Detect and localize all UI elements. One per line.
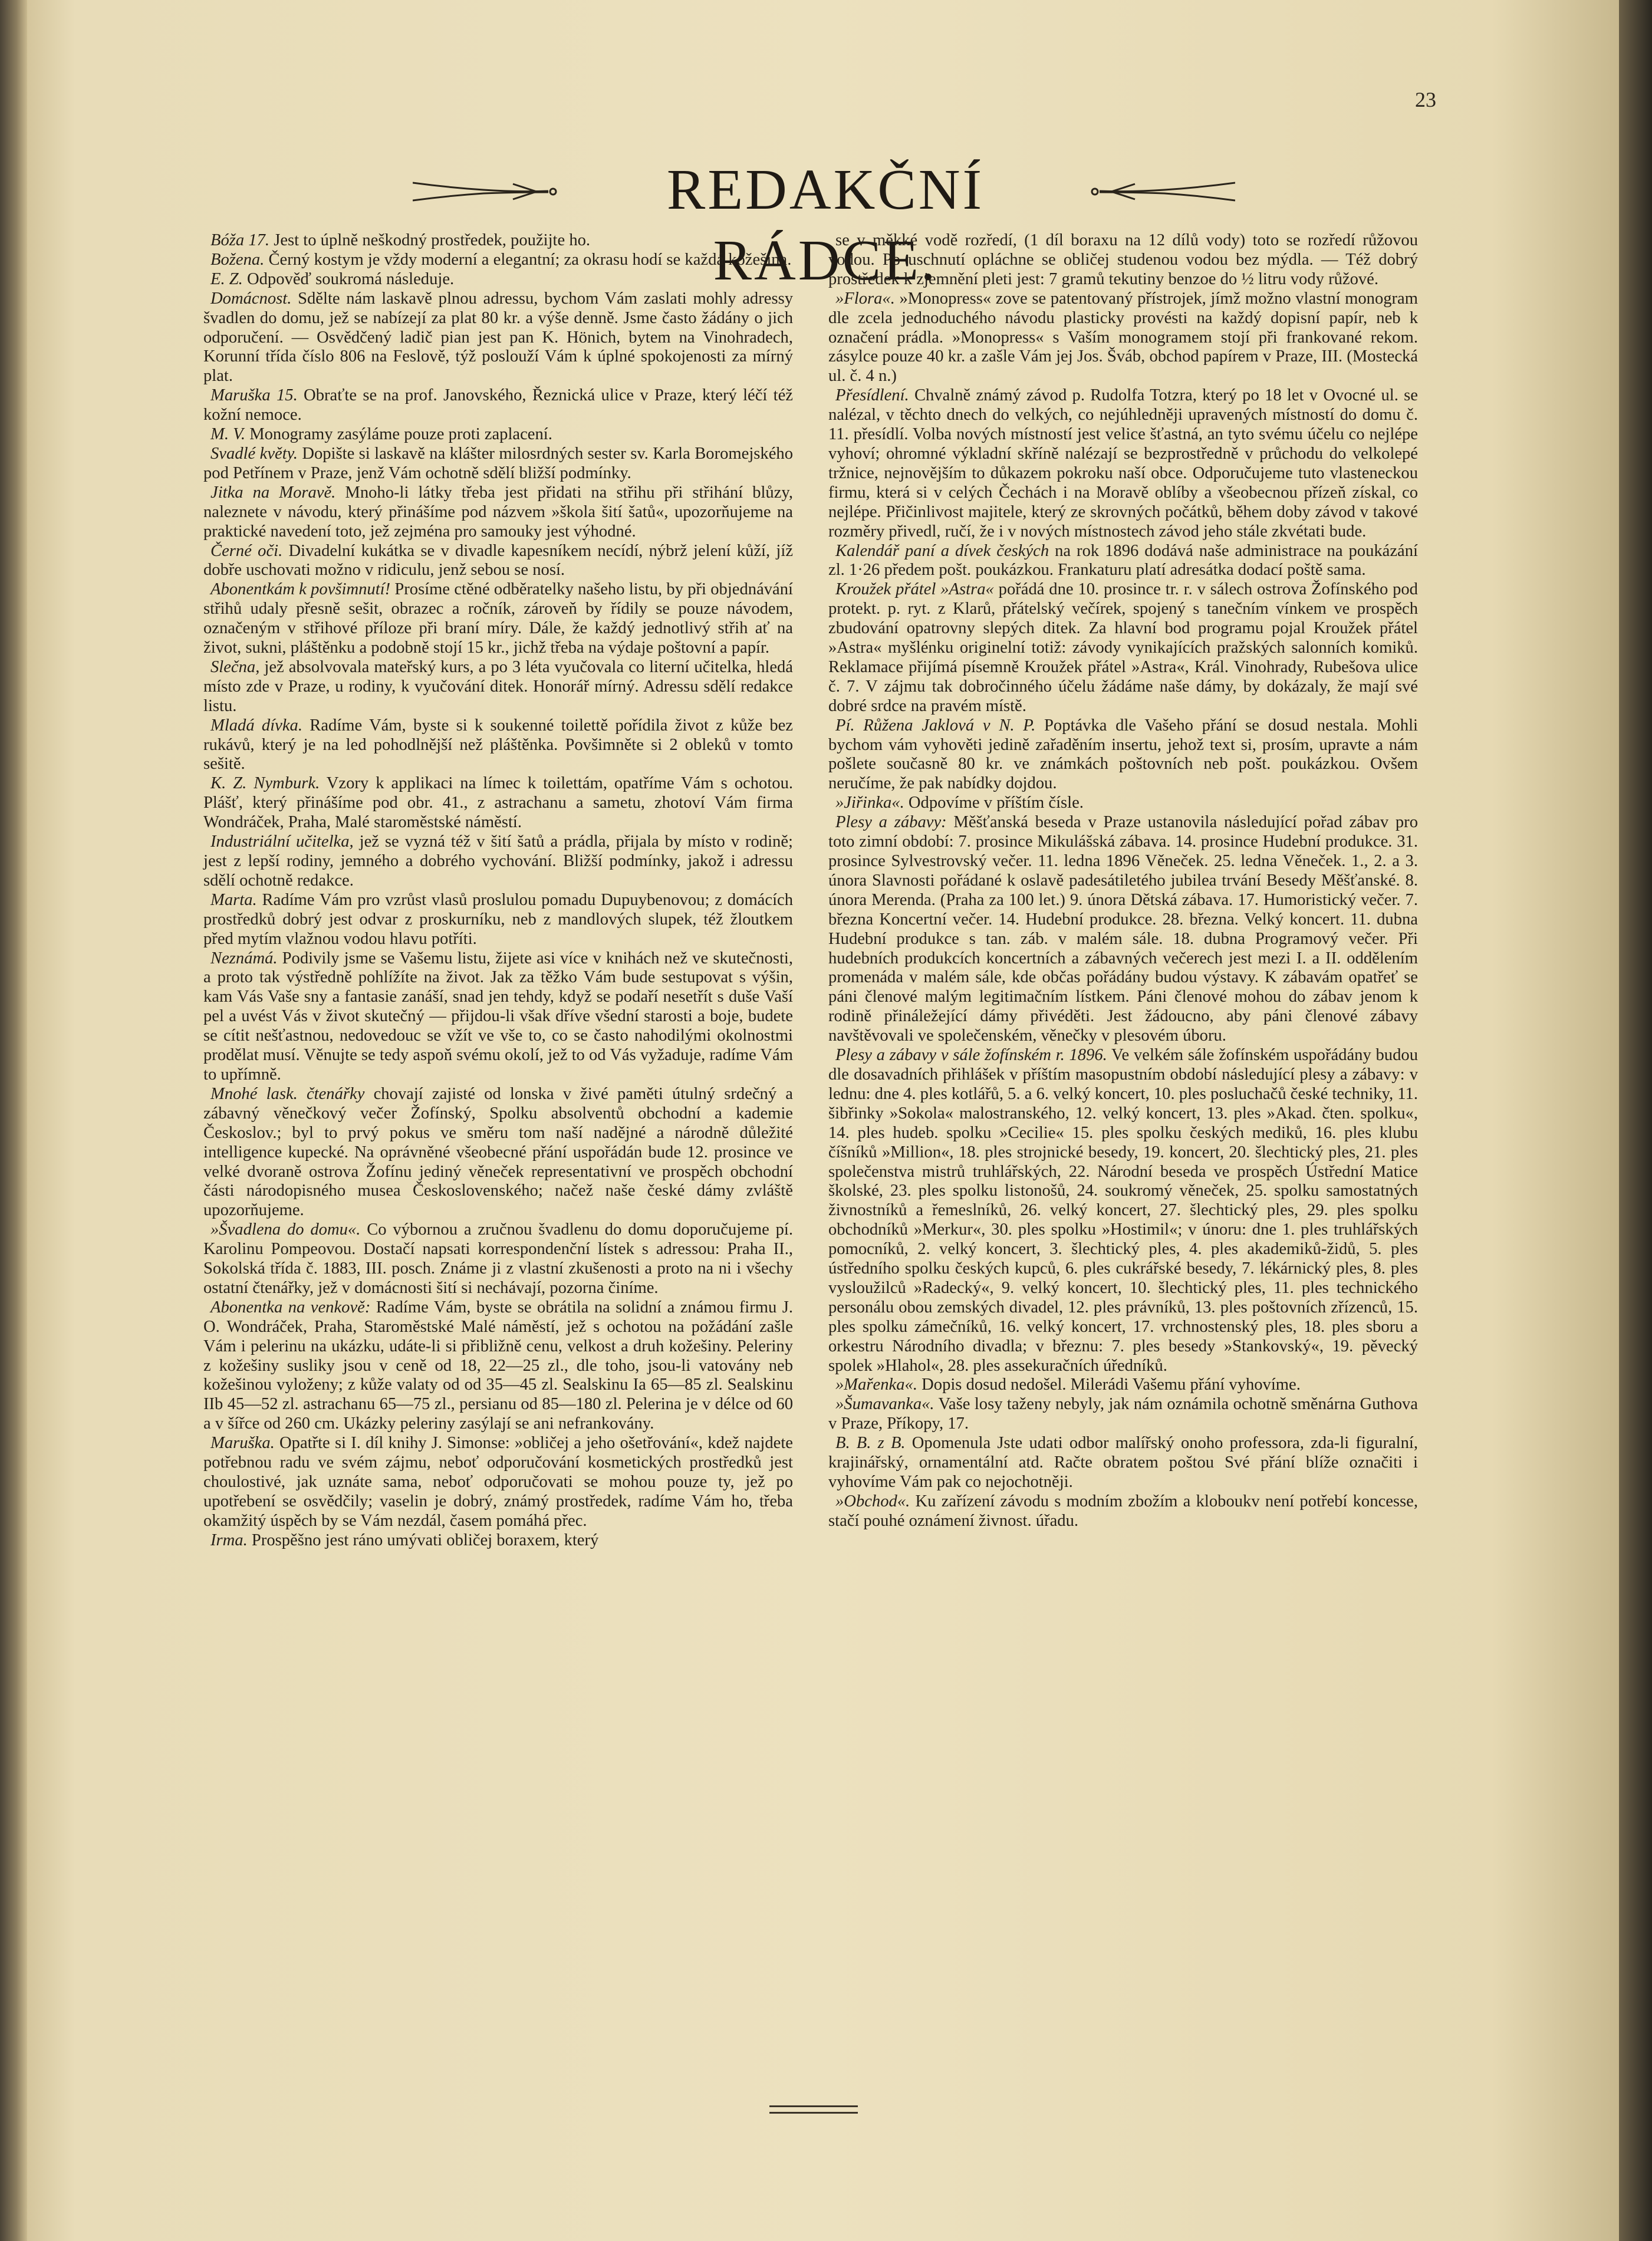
entry-text: jež absolvovala mateřský kurs, a po 3 léta vyučovala co literní učitelka, hledá místo zde v Praze, u rodiny, k vyučování ditek. Honorář mírný. Adressu sdělí redakce listu. [203,657,793,715]
entry-addressee: Přesídlení. [835,386,909,405]
entry-text: pořádá dne 10. prosince tr. r. v sálech ostrova Žofínského pod protekt. p. ryt. z Klarů, přátelský večírek, spojený s tanečním vínkem ve prospěch zbudování opatrovny slepých ditek. Za hlavní bod programu pojal Kroužek přátel »Astra« myšlénku originelní totiž: závody vynikajících pražských salonních komiků. Reklamace přijímá písemně Kroužek přátel »Astra«, Král. Vinohrady, Rubešova ulice č. 7. V zájmu tak dobročinného účelu žádáme naše dámy, by dokázaly, že mají své dobré srdce na pravém místě. [828,580,1418,715]
entry-text: Vaše losy taženy nebyly, jak nám oznámila ochotně směnárna Guthova v Praze, Příkopy, 17. [828,1395,1418,1433]
entry-text: Chvalně známý závod p. Rudolfa Totzra, který po 18 let v Ovocné ul. se nalézal, v těchto dnech do velkých, co nejúhledněji upravených místností do domu č. 11. přesídlí. Volba nových místností jest velice šťastná, an tyto svému účelu co nejlépe vyhoví; ohromné výkladní skříně nalézají se bezprostředně v průchodu do velkolepé tržnice, nejnovějším to důkazem pokroku naší obce. Odporučujeme tuto vlasteneckou firmu, která si v celých Čechách i na Moravě oblíby a všeobecnou přízeň získal, co nejlépe. Přičinlivost majitele, který ze skrovných počátků, během doby závod v takové rozměry přivedl, ručí, že i v nových místnostech závod jeho stále zkvétati bude. [828,386,1418,541]
advice-entry [828,794,1418,813]
entry-text: Opomenula Jste udati odbor malířský onoho professora, zda-li figuralní, krajinářský, ornamentální atd. Račte obratem poštou Své přání blíže označiti i vyhovíme Vám pak co nejochotněji. [828,1434,1418,1491]
advice-entry [203,270,793,289]
entry-text: Odpovíme v příštím čísle. [904,794,1084,812]
entry-addressee: E. Z. [210,269,243,288]
advice-entry [828,1046,1418,1375]
end-rule [769,2112,858,2114]
left-column [203,231,793,1551]
advice-entry [828,231,1418,289]
entry-addressee: »Mařenka«. [835,1375,917,1394]
entry-text: Radíme Vám pro vzrůst vlasů proslulou pomadu Dupuybenovou; z domácích prostředků dobrý jest odvar z proskurníku, neb z mandlových slupek, též žloutkem před mytím vlažnou vodou hlavu potříti. [203,890,793,948]
entry-text: jež se vyzná též v šití šatů a prádla, přijala by místo v rodině; jest z lepší rodiny, jemného a dobrého vychování. Bližší podmínky, jakož i adressu sdělí ochotně redakce. [203,832,793,890]
entry-text: Mnoho-li látky třeba jest přidati na střihu při střihání blůzy, naleznete v návodu, který přinášíme pod názvem »škola šití šatů«, upozorňujeme na praktické navedení toto, jež zejména pro samouky jest výhodné. [203,483,794,541]
entry-text: Prospěšno jest ráno umývati obličej boraxem, který [247,1531,599,1549]
entry-text: Radíme Vám, byste se obrátila na solidní a známou firmu J. O. Wondráček, Praha, Staroměstské Malé náměstí, jež s ochotou na požádání zašle Vám i pelerinu na ukázku, udáte-li si přibližně cenu, velkost a druh kožešiny. Peleriny z kožešiny susliky jsou v ceně od 18, 22—25 zl., dle toho, jsou-li vatovány neb kožešinou vyloženy; z kůže valaty od od 35—45 zl. Sealskinu Ia 65—85 zl. Sealskinu IIb 45—52 zl. astrachanu 65—75 zl., persianu od 85—180 zl. Pelerina je v délce od 60 a v šířce od 260 cm. Ukázky peleriny zasýlají se ani nefrankovány. [203,1298,793,1433]
entry-text: Odpověď soukromá následuje. [242,269,455,288]
advice-entry [203,832,793,891]
advice-entry [828,542,1418,581]
entry-addressee: Industriální učitelka, [210,832,354,851]
advice-entry [203,1220,793,1298]
entry-text: Radíme Vám, byste si k soukenné toilettě pořídila život z kůže bez rukávů, který je na led pohodlnější než pláštěnka. Povšimněte si 2 obleků v tomto sešitě. [203,716,793,774]
entry-text: Dopis dosud nedošel. Milerádi Vašemu přání vyhovíme. [917,1375,1301,1394]
entry-text: Divadelní kukátka se v divadle kapesníkem necídí, nýbrž jelení kůží, jíž dobře uschovati možno v ridiculu, jenž sebou se nosí. [203,541,794,580]
advice-entry [203,1298,793,1434]
entry-addressee: Černé oči. [210,541,283,560]
advice-entry [203,1434,793,1531]
entry-addressee: Marta. [210,890,257,909]
advice-entry [828,1492,1418,1531]
entry-text: Prosíme ctěné odběratelky našeho listu, by při objednávání střihů udaly přesně sešit, obrazec a ročník, zároveň by řídily se pouze návodem, označeným v střihové příloze při braní míry. Dále, že každý jednotlivý střih ať na život, sukni, pláštěnku a podobně stojí 15 kr., jichž třeba na výdaje poštovní a papír. [203,580,793,657]
advice-entry [828,716,1418,794]
entry-text: Podivily jsme se Vašemu listu, žijete asi více v knihách než ve skutečnosti, a proto tak výstředně pohlížíte na život. Jak za těžko Vám bude sestupovat s výšin, kam Vás Vaše sny a fantasie zanáší, snad jen tehdy, když se podaří nesetřít s duše Vaší pel a uvést Vás v život skutečný — přijdou-li však dříve všední starosti a boje, budete se cítit nešťastnou, nedovedouc se vžít ve vše to, co se často nahodilými okolnostmi prodělat musí. Věnujte se tedy aspoň svému okolí, jež to od Vás vyžaduje, radíme Vám to upřímně. [203,949,793,1084]
entry-addressee: »Švadlena do domu«. [210,1220,361,1239]
advice-entry [203,386,793,425]
advice-entry [203,949,793,1085]
entry-text: Monogramy zasýláme pouze proti zaplacení. [245,425,552,444]
book-spine [0,0,27,2241]
entry-text: Ve velkém sále žofínském uspořádány budou dle dosavadních přihlášek v příštím masopustním období následující plesy a zábavy: v lednu: dne 4. ples kotlářů, 5. a 6. velký koncert, 10. ples posluchačů české techniky, 11. šibřinky »Sokola« malostranského, 12. velký koncert, 13. ples »Akad. čten. spolku«, 14. ples hudeb. spolku »Cecilie« 15. ples spolku českých mediků, 16. ples klubu číšníků »Million«, 18. ples strojnické besedy, 19. koncert, 20. šlechtický ples, 21. ples společenstva mistrů truhlářských, 22. Národní beseda ve prospěch Ústřední Matice školské, 23. ples spolku listonošů, 24. soukromý věneček, 25. spolku samostatných živnostníků a řemeslníků, 26. velký koncert, 27. šlechtický ples, 29. ples spolku obchodníků »Merkur«, 30. ples spolku »Hostimil«; v únoru: dne 1. ples truhlářských pomocníků, 2. velký koncert, 3. šlechtický ples, 4. ples akademiků-židů, 5. ples ústředního spolku českých kupců, 6. ples cukrářské besedy, 7. lékárnický ples, 8. ples vysloužilců »Radecký«, 9. velký koncert, 10. šlechtický ples, 11. ples technického personálu obou zemských divadel, 12. ples právníků, 13. ples poštovních zřízenců, 15. ples spolku zámečníků, 16. velký koncert, 17. vrchnostenský ples, 18. ples sboru a orkestru Národního divadla; v březnu: 7. ples besedy »Stankovský«, 19. pěvecký spolek »Hlahol«, 28. ples assekuračních úředníků. [828,1046,1418,1375]
entry-text: Vzory k applikaci na límec k toilettám, opatříme Vám s ochotou. Plášť, který přinášíme pod obr. 41., z astrachanu a sametu, zhotoví Vám firma Wondráček, Praha, Malé staroměstské náměstí. [203,774,794,832]
advice-entry [203,1531,793,1551]
advice-entry [828,1434,1418,1492]
entry-text: Dopište si laskavě na klášter milosrdných sester sv. Karla Boromejského pod Petřínem v Praze, jenž Vám ochotně sdělí bližší podmínky. [203,444,793,482]
advice-entry [203,251,793,270]
entry-addressee: Slečna, [210,657,260,676]
entry-addressee: Kalendář paní a dívek českých [835,541,1049,560]
entry-addressee: Maruška 15. [210,386,298,405]
entry-text: Opatřte si I. díl knihy J. Simonse: »obličej a jeho ošetřování«, kdež najdete potřebnou radu ve svém zájmu, neboť odporučování kosmetických prostředků jest choulostivé, jak uznáte sama, neboť odporučovati se mohou pouze ty, jež po upotřebení se osvědčily; vaselin je dobrý, známý prostředek, radíme Vám ho, třeba okamžitý úspěch by se Vám nezdál, časem pomáhá přec. [203,1434,793,1530]
entry-addressee: »Flora«. [835,289,895,308]
advice-entry [828,813,1418,1046]
right-ornament-icon [1088,177,1235,206]
advice-entry [828,386,1418,541]
advice-entry [828,1375,1418,1395]
entry-addressee: Mladá dívka. [210,716,302,735]
entry-text: Měšťanská beseda v Praze ustanovila následující pořad zábav pro toto zimní období: 7. prosince Mikulášská zábava. 14. prosince Hudební produkce. 31. prosince Sylvestrovský večer. 11. ledna 1896 Věneček. 25. ledna Věneček. 1., 2. a 3. února Slavnosti pořádané k oslavě padesátiletého jubilea trvání Besedy Měšťanské. 8. února Merenda. (Praha za 100 let.) 9. února Dětská zábava. 17. Humoristický večer. 7. března Koncertní večer. 14. Hudební produkce. 28. března. Velký koncert. 11. dubna Hudební produkce s tan. záb. v malém sále. 18. dubna Programový večer. Při hudebních produkcích koncertních a zábavných večerech jest mezi I. a II. oddělením promenáda v malém sále, kde občas pořádány budou výstavy. K zábavám opatřeť se páni členové malým legitimačním lístkem. Páni členové mohou do zábav jenom k rodině přináležející dámy přivéděti. Jest žádoucno, aby páni členové zábavy navštěvovali ve společenském, věnečky v plesovém úboru. [828,813,1418,1045]
entry-addressee: Bóža 17. [210,231,270,249]
advice-entry [203,774,793,832]
entry-addressee: Domácnost. [210,289,292,308]
entry-addressee: Neznámá. [210,949,278,968]
page-title: REDAKČNÍ RÁDCE. [666,158,985,292]
entry-addressee: Abonentkám k povšimnutí! [210,580,391,599]
entry-addressee: K. Z. Nymburk. [210,774,320,793]
entry-addressee: Plesy a zábavy v sále žofínském r. 1896. [835,1046,1107,1065]
entry-text: Ku zařízení závodu s modním zbožím a kloboukv není potřebí koncesse, stačí pouhé oznámení živnost. úřadu. [828,1492,1418,1530]
left-ornament-icon [413,177,560,206]
entry-addressee: Mnohé lask. čtenářky [210,1084,365,1103]
page-edge [1619,0,1652,2241]
entry-addressee: Pí. Růžena Jaklová v N. P. [835,716,1036,735]
entry-addressee: Maruška. [210,1434,275,1453]
advice-entry [203,425,793,445]
entry-text: se v měkké vodě rozředí, (1 díl boraxu na 12 dílů vody) toto se rozředí růžovou vodou. Po uschnutí opláchne se obličej studenou vodou bez mýdla. — Též dobrý prostředek k zjemnění pleti jest: 7 gramů tekutiny benzoe do ½ litru vody růžové. [828,231,1418,288]
entry-addressee: »Jiřinka«. [835,794,904,812]
entry-text: Černý kostym je vždy moderní a elegantní; za okrasu hodí se každá kožešina. [264,250,792,269]
entry-addressee: M. V. [210,425,246,444]
entry-text: Co výbornou a zručnou švadlenu do domu doporučujeme pí. Karolinu Pompeovou. Dostačí napsati korrespondenční lístek s adressou: Praha II., Sokolská třída č. 1883, III. posch. Známe ji z vlastní zkušenosti a proto na ni i všechy ostatní čtenářky, jež v domácnosti šití si nechávají, pozorna činíme. [203,1220,793,1297]
entry-text: Jest to úplně neškodný prostředek, použijte ho. [269,231,591,249]
advice-entry [203,542,793,581]
advice-entry [828,580,1418,716]
entry-addressee: Božena. [210,250,265,269]
advice-entry [203,1085,793,1220]
entry-addressee: B. B. z B. [835,1434,906,1453]
page-number: 23 [1415,88,1436,111]
entry-addressee: »Šumavanka«. [835,1395,934,1414]
advice-entry [203,658,793,716]
advice-entry [203,231,793,251]
entry-text: chovají zajisté od lonska v živé paměti útulný srdečný a zábavný věnečkový večer Žofínský, Spolku absolventů obchodní a kademie Českoslov.; byl to prvý pokus ve směru tom naší nadějné a národně důležité intelligence kupecké. Na oprávněné všeobecné přání uspořádán bude 12. prosince ve velké dvoraně ostrova Žofínu jediný věneček representativní ve prospěch obchodní části národopisného musea Československého; načež naše české dámy zvláště upozorňujeme. [203,1084,793,1220]
advice-entry [828,289,1418,387]
advice-entry [203,580,793,658]
entry-addressee: Plesy a zábavy: [835,813,947,832]
entry-text: »Monopress« zove se patentovaný přístrojek, jímž možno vlastní monogram dle zcela jednoduchého návodu plasticky provésti na každý dopisní papír, neb k označení prádla. »Monopress« s Vaším monogramem stojí při frankované rekom. zásylce pouze 40 kr. a zašle Vám jej Jos. Šváb, obchod papírem v Praze, III. (Mostecká ul. č. 4 n.) [828,289,1418,386]
entry-addressee: Irma. [210,1531,248,1549]
entry-addressee: Abonentka na venkově: [210,1298,371,1317]
entry-addressee: Jitka na Moravě. [210,483,336,502]
advice-entry [203,445,793,483]
advice-entry [203,483,793,542]
advice-entry [203,891,793,949]
entry-addressee: »Obchod«. [835,1492,910,1511]
entry-addressee: Kroužek přátel »Astra« [835,580,994,599]
entry-text: Sdělte nám laskavě plnou adressu, bychom Vám zaslati mohly adressy švadlen do domu, jež se nabízejí za plat 80 kr. a výše denně. Jsme často žádány o jich odporučení. — Osvědčený ladič pian jest pan K. Hönich, bytem na Vinohradech, Korunní třída číslo 806 na Feslově, týž poslouží Vám k úplné spokojenosti za mírný plat. [203,289,793,386]
advice-entry [203,289,793,387]
advice-entry [203,716,793,775]
end-rule [769,2105,858,2107]
entry-text: Obraťte se na prof. Janovského, Řeznická ulice v Praze, který léčí též kožní nemoce. [203,386,793,424]
advice-entry [828,1395,1418,1434]
entry-addressee: Svadlé květy. [210,444,298,463]
right-column [828,231,1418,1531]
entry-text: na rok 1896 dodává naše administrace na poukázání zl. 1·26 předem pošt. poukázkou. Frankaturu platí adresátka dodací poště sama. [828,541,1418,580]
entry-text: Poptávka dle Vašeho přání se dosud nestala. Mohli bychom vám vyhověti jedině zařaděním insertu, jehož text si, prosím, upravte a nám pošlete současně 80 kr. ve známkách poštovních neb pošt. poukázkou. Ovšem neručíme, že pak nabídky dojdou. [828,716,1418,793]
